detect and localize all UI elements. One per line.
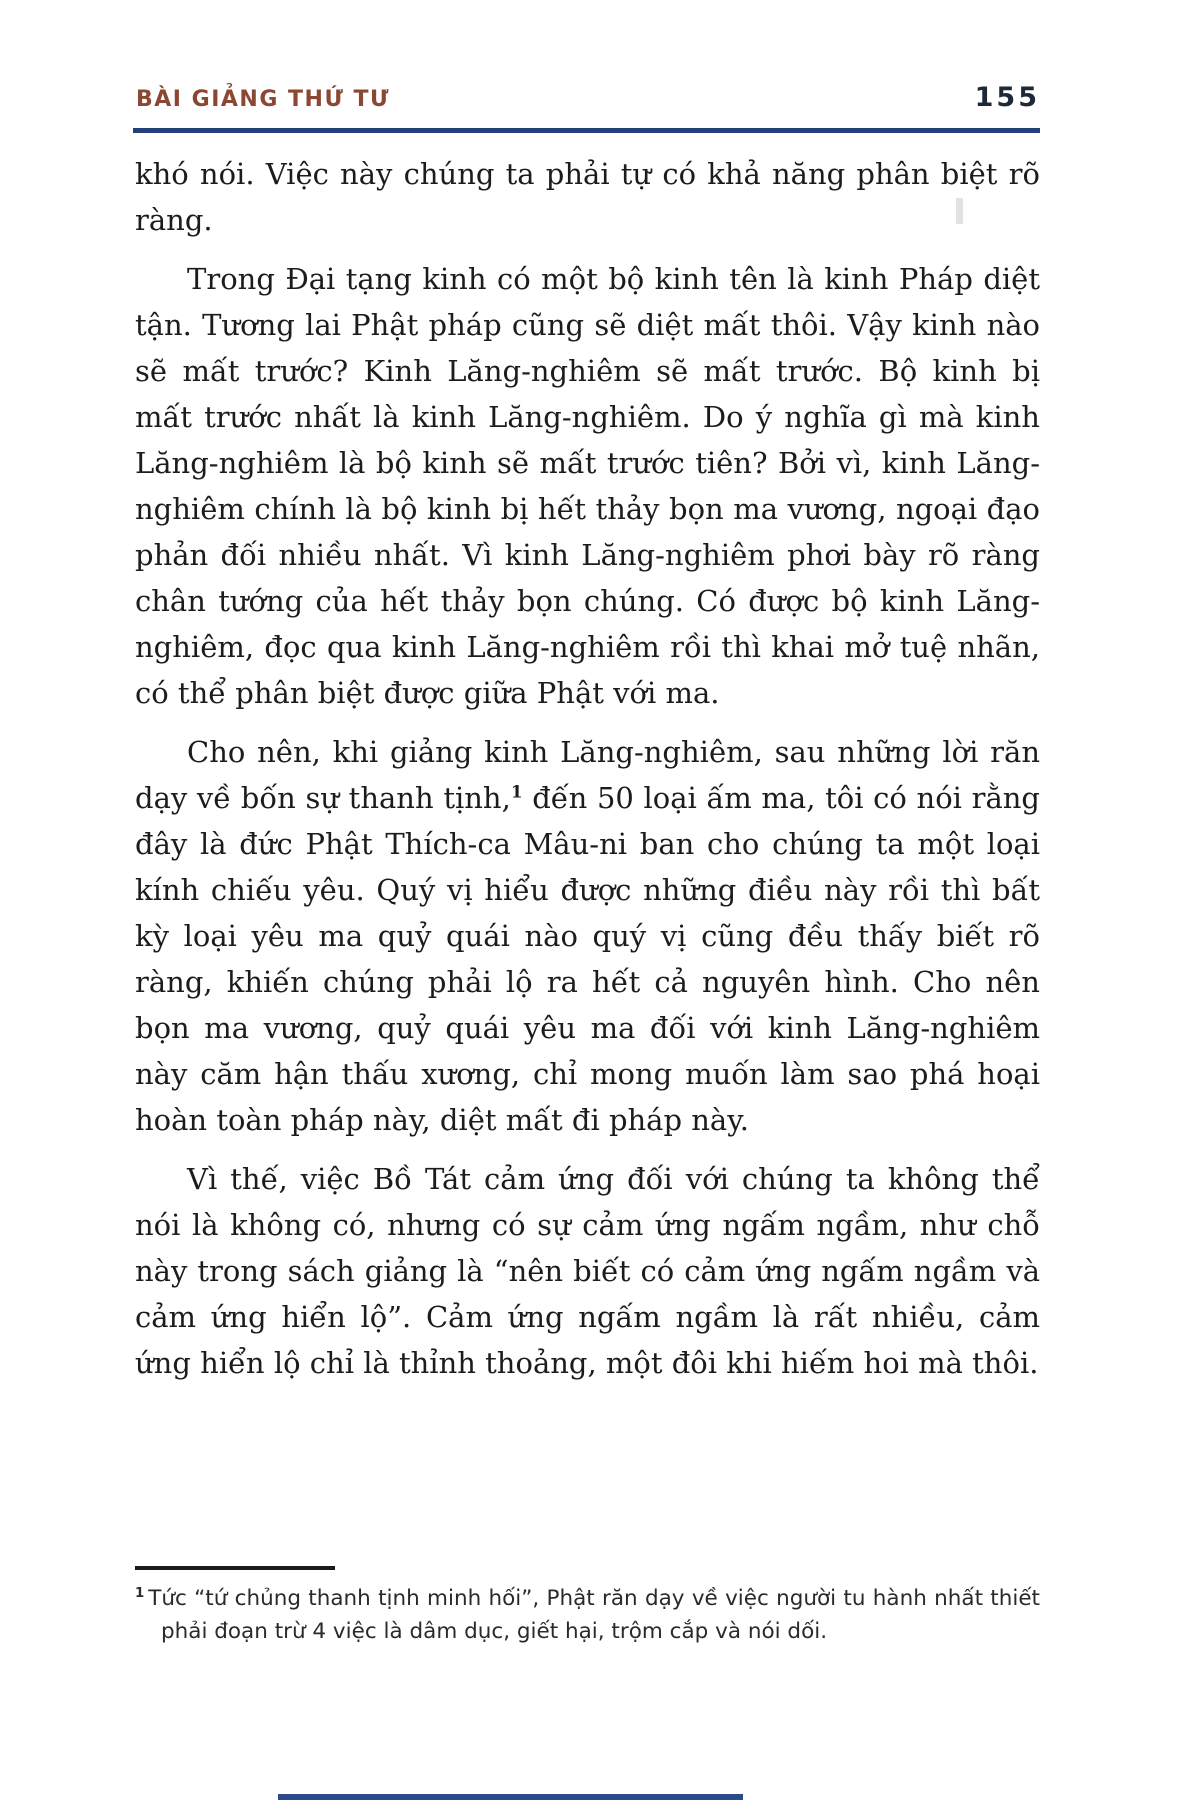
footnote-block — [135, 1566, 1040, 1648]
header-rule — [133, 128, 1040, 133]
footnote — [135, 1582, 1040, 1648]
paragraph: Vì thế, việc Bồ Tát cảm ứng đối với chúng ta không thể nói là không có, nhưng có sự cảm ứng ngấm ngầm, như chỗ này trong sách giảng là “nên biết có cảm ứng ngấm ngầm và cảm ứng hiển lộ”. Cảm ứng ngấm ngầm là rất nhiều, cảm ứng hiển lộ chỉ là thỉnh thoảng, một đôi khi hiếm hoi mà thôi. — [135, 1162, 1040, 1380]
page-header — [136, 82, 1040, 113]
paragraph-text: đến 50 loại ấm ma, tôi có nói rằng đây là đức Phật Thích-ca Mâu-ni ban cho chúng ta một loại kính chiếu yêu. Quý vị hiểu được những điều này rồi thì bất kỳ loại yêu ma quỷ quái nào quý vị cũng đều thấy biết rõ ràng, khiến chúng phải lộ ra hết cả nguyên hình. Cho nên bọn ma vương, quỷ quái yêu ma đối với kinh Lăng-nghiêm này căm hận thấu xương, chỉ mong muốn làm sao phá hoại hoàn toàn pháp này, diệt mất đi pháp này. — [135, 781, 1040, 1137]
footnote-ref: 1 — [510, 781, 523, 802]
bottom-edge-rule — [278, 1794, 743, 1800]
footnote-text: Tức “tứ chủng thanh tịnh minh hối”, Phật răn dạy về việc người tu hành nhất thiết phải đoạn trừ 4 việc là dâm dục, giết hại, trộm cắp và nói dối. — [148, 1586, 1040, 1644]
paragraph-continuation: khó nói. Việc này chúng ta phải tự có khả năng phân biệt rõ ràng. — [135, 157, 1040, 237]
footnote-marker: 1 — [135, 1585, 145, 1601]
footnote-rule — [135, 1566, 335, 1570]
paragraph-text: Cho nên, khi giảng kinh Lăng-nghiêm, sau những lời răn dạy về bốn sự thanh tịnh, — [135, 735, 1040, 815]
paragraph: Trong Đại tạng kinh có một bộ kinh tên là kinh Pháp diệt tận. Tương lai Phật pháp cũng sẽ diệt mất thôi. Vậy kinh nào sẽ mất trước? Kinh Lăng-nghiêm sẽ mất trước. Bộ kinh bị mất trước nhất là kinh Lăng-nghiêm. Do ý nghĩa gì mà kinh Lăng-nghiêm là bộ kinh sẽ mất trước tiên? Bởi vì, kinh Lăng-nghiêm chính là bộ kinh bị hết thảy bọn ma vương, ngoại đạo phản đối nhiều nhất. Vì kinh Lăng-nghiêm phơi bày rõ ràng chân tướng của hết thảy bọn chúng. Có được bộ kinh Lăng-nghiêm, đọc qua kinh Lăng-nghiêm rồi thì khai mở tuệ nhãn, có thể phân biệt được giữa Phật với ma. — [135, 262, 1040, 710]
page-number: 155 — [974, 82, 1040, 113]
paragraph — [135, 729, 1040, 1143]
scan-artifact — [956, 198, 963, 224]
body-text — [135, 151, 1040, 1399]
running-head: BÀI GIẢNG THỨ TƯ — [136, 87, 390, 112]
